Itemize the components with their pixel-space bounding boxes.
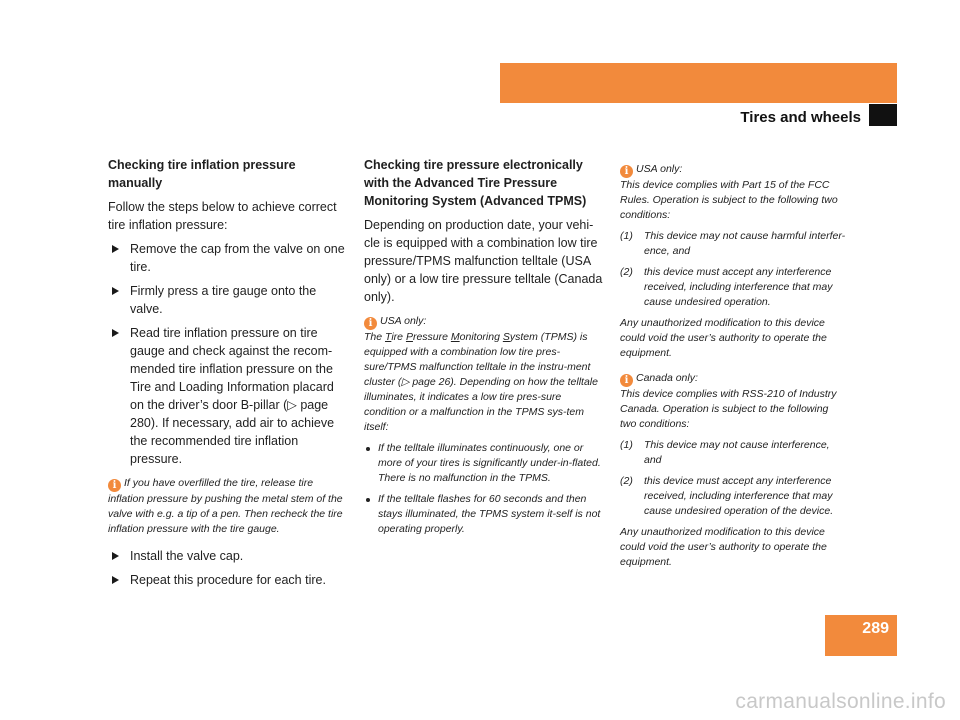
note-usa-fcc: i USA only: This device complies with Part 15 of the FCC Rules. Operation is subject to the following two conditions: (1) This device may not cause harmful interfer-ence, and (2) this device must accept any interference received, including interference that may cause undesired operation. Any unauthorized modification to this device could void the user’s authority to operate the equipment. bbox=[620, 163, 846, 359]
info-icon: i bbox=[364, 317, 377, 330]
note-footer: Any unauthorized modification to this device could void the user’s authority to operate the equipment. bbox=[620, 317, 827, 359]
intro-paragraph: Depending on production date, your vehi-cle is equipped with a combination low tire pressure/TPMS malfunction telltale (USA only) or a low tire pressure telltale (Canada only). bbox=[364, 218, 603, 304]
note-title: USA only: bbox=[380, 315, 427, 327]
intro-paragraph: Follow the steps below to achieve correct tire inflation pressure: bbox=[108, 200, 337, 232]
page-number-box bbox=[825, 615, 897, 656]
triangle-right-icon bbox=[112, 287, 119, 295]
triangle-right-icon bbox=[112, 245, 119, 253]
info-icon: i bbox=[620, 374, 633, 387]
triangle-right-icon bbox=[112, 552, 119, 560]
step-item: Read tire inflation pressure on tire gauge and check against the recom-mended tire inflation pressure on the Tire and Loading Information placard on the driver’s door B-pillar (▷ page 280). If necessary, add air to achieve the recommended tire inflation pressure. bbox=[108, 324, 348, 468]
page-subtitle: Tires and wheels bbox=[740, 109, 861, 126]
watermark: carmanualsonline.info bbox=[735, 690, 946, 713]
step-item: Remove the cap from the valve on one tire. bbox=[108, 240, 348, 276]
note-title: USA only: bbox=[636, 163, 683, 175]
page-number: 289 bbox=[862, 620, 889, 637]
column-electronic-check bbox=[364, 156, 606, 547]
triangle-right-icon bbox=[112, 576, 119, 584]
list-item: If the telltale illuminates continuously, one or more of your tires is significantly under-in-flated. There is no malfunction in the TPMS. bbox=[364, 441, 606, 486]
note-usa-tpms: i USA only: The Tire Pressure Monitoring System (TPMS) is equipped with a combination low tire pres-sure/TPMS malfunction telltale in the instru-ment cluster (▷ page 26). Depending on how the telltale illuminates, it indicates a low tire pres-sure condition or a malfunction in the TPMS sys-tem itself: If the telltale illuminates continuously, one or more of your tires is significantly under-in-flated. There is no malfunction in the TPMS. If the telltale flashes for 60 seconds and then stays illuminated, the TPMS system it-self is not operating properly. bbox=[364, 314, 606, 537]
step-item: Install the valve cap. bbox=[108, 547, 348, 565]
heading-electronic-check: Checking tire pressure electronically with the Advanced Tire Pressure Monitoring System (Advanced TPMS) bbox=[364, 158, 587, 208]
list-item: (1) This device may not cause interference, and bbox=[620, 439, 830, 466]
note-canada: i Canada only: This device complies with RSS-210 of Industry Canada. Operation is subject to the following two conditions: (1) This device may not cause interference, and (2) this device must accept any interference received, including interference that may cause undesired operation of the device. Any unauthorized modification to this device could void the user’s authority to operate the equipment. bbox=[620, 371, 846, 570]
list-item: (1) This device may not cause harmful interfer-ence, and bbox=[620, 230, 846, 257]
info-icon: i bbox=[620, 165, 633, 178]
section-title: Operation bbox=[790, 143, 861, 160]
note-overfilled: i If you have overfilled the tire, release tire inflation pressure by pushing the metal stem of the valve with e.g. a tip of a pen. Then recheck the tire inflation pressure with the tire gauge. bbox=[108, 477, 343, 535]
step-item: Firmly press a tire gauge onto the valve. bbox=[108, 282, 348, 318]
triangle-right-icon bbox=[112, 329, 119, 337]
column-manual-check bbox=[108, 156, 348, 595]
info-icon: i bbox=[108, 479, 121, 492]
note-title: Canada only: bbox=[636, 372, 698, 384]
list-item: If the telltale flashes for 60 seconds and then stays illuminated, the TPMS system it-self is not operating properly. bbox=[364, 492, 606, 537]
step-item: Repeat this procedure for each tire. bbox=[108, 571, 348, 589]
note-footer: Any unauthorized modification to this device could void the user’s authority to operate the equipment. bbox=[620, 526, 827, 568]
list-item: (2) this device must accept any interference received, including interference that may cause undesired operation. bbox=[620, 266, 833, 308]
list-item: (2) this device must accept any interference received, including interference that may cause undesired operation of the device. bbox=[620, 475, 834, 517]
column-compliance bbox=[620, 162, 846, 580]
header-marker-block bbox=[869, 104, 897, 126]
heading-manual-check: Checking tire inflation pressure manually bbox=[108, 158, 296, 190]
